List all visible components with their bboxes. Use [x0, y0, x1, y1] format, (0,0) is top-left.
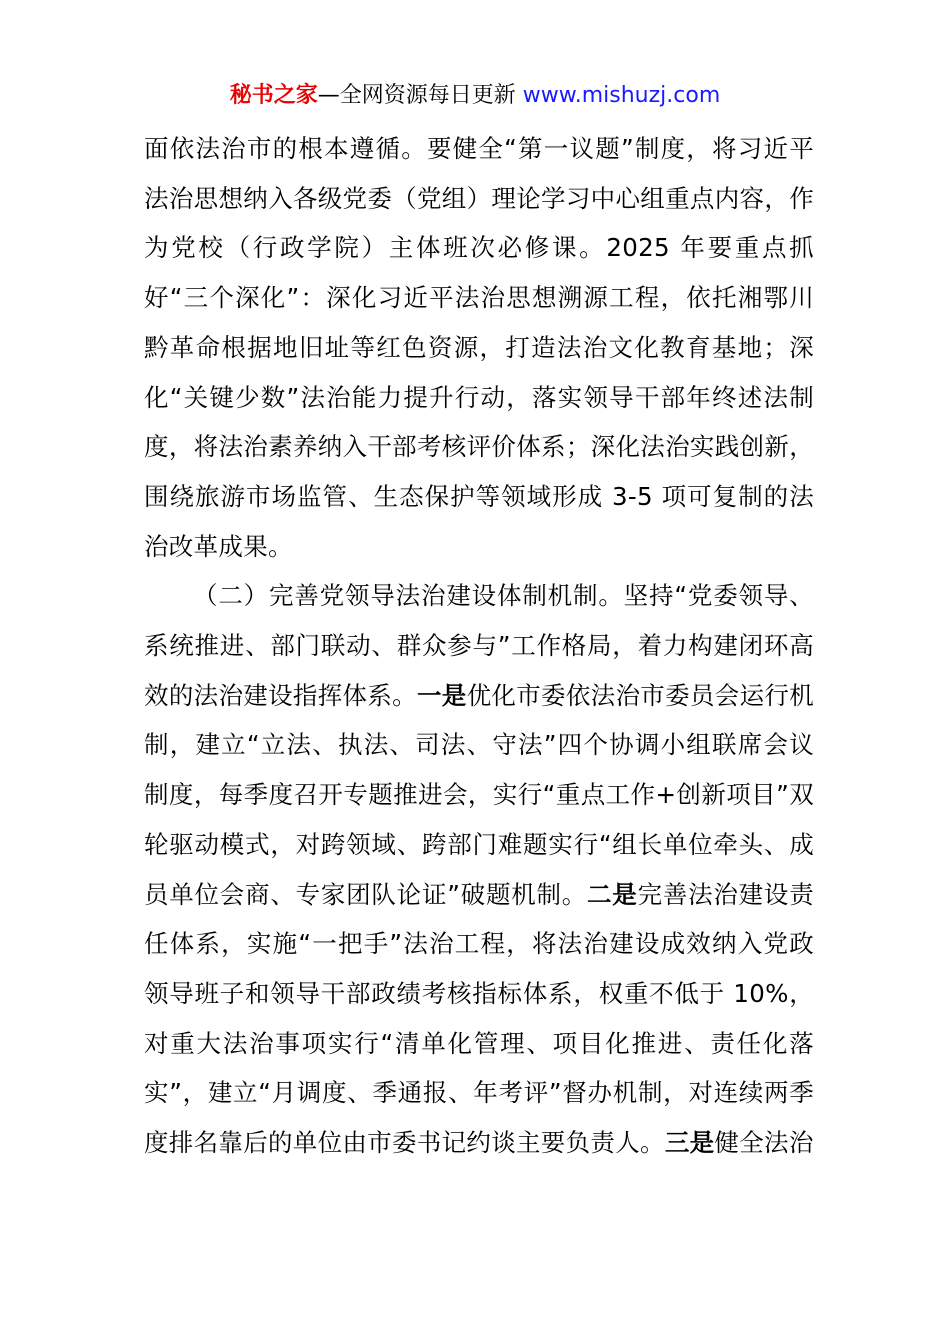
header-tagline: —全网资源每日更新: [317, 83, 516, 108]
point-2-text: 完善法治建设责任体系，实施“一把手”法治工程，将法治建设成效纳入党政领导班子和领导干部政绩考核指标体系，权重不低于 10%，对重大法治事项实行“清单化管理、项目化推进、责任化落实”，建立“月调度、季通报、年考评”督办机制，对连续两季度排名靠后的单位由市委书记约谈主要负责人。: [144, 879, 814, 1158]
point-1-label: 一是: [416, 680, 467, 710]
point-3-text: 健全法治: [714, 1128, 814, 1158]
paragraph-2: [144, 571, 814, 1167]
paragraph-1-text: 面依法治市的根本遵循。要健全“第一议题”制度，将习近平法治思想纳入各级党委（党组）理论学习中心组重点内容，作为党校（行政学院）主体班次必修课。2025 年要重点抓好“三个深化”：深化习近平法治思想溯源工程，依托湘鄂川黔革命根据地旧址等红色资源，打造法治文化教育基地；深化“关键少数”法治能力提升行动，落实领导干部年终述法制度，将法治素养纳入干部考核评价体系；深化法治实践创新，围绕旅游市场监管、生态保护等领域形成 3-5 项可复制的法治改革成果。: [144, 134, 814, 561]
paragraph-2-intro: （二）完善党领导法治建设体制机制。坚持“党委领导、系统推进、部门联动、群众参与”工作格局，着力构建闭环高效的法治建设指挥体系。: [144, 581, 814, 710]
paragraph-1: [144, 124, 814, 571]
point-2-label: 二是: [587, 879, 638, 909]
header-url-link[interactable]: www.mishuzj.com: [522, 83, 721, 108]
page-header: [0, 80, 950, 112]
point-3-label: 三是: [664, 1128, 715, 1158]
header-brand: 秘书之家: [229, 83, 318, 108]
point-1-text: 优化市委依法治市委员会运行机制，建立“立法、执法、司法、守法”四个协调小组联席会议制度，每季度召开专题推进会，实行“重点工作+创新项目”双轮驱动模式，对跨领域、跨部门难题实行“组长单位牵头、成员单位会商、专家团队论证”破题机制。: [144, 680, 814, 909]
document-body: [144, 124, 814, 1168]
